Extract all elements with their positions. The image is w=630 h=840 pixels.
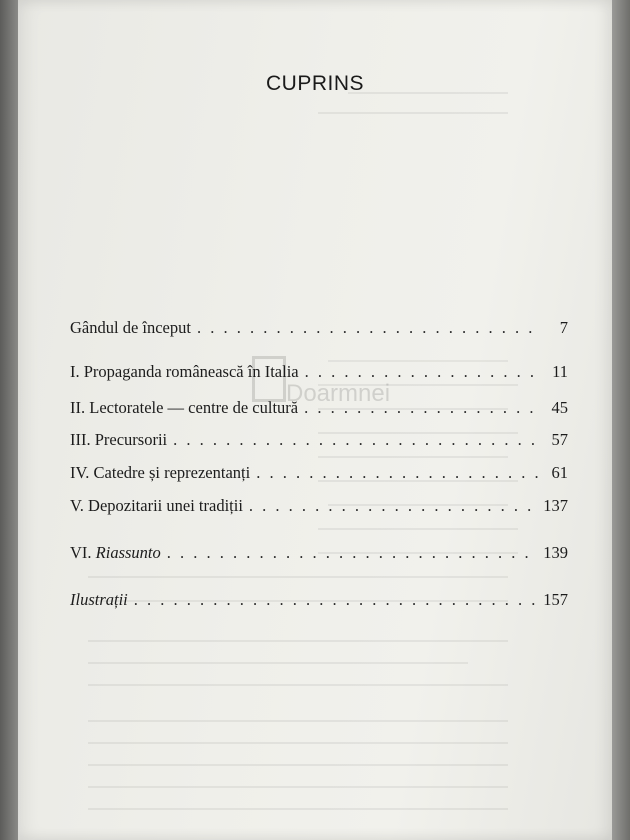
toc-entry-gandul[interactable] — [70, 318, 568, 340]
toc-leader-dots — [167, 543, 538, 563]
toc-entry-label: II. Lectoratele — centre de cultură — [70, 398, 299, 417]
toc-page-number: 7 — [559, 318, 568, 337]
toc-leader-dots — [256, 463, 538, 483]
toc-entry-label — [70, 543, 161, 563]
toc-entry-chapter-5[interactable] — [70, 496, 568, 518]
toc-entry-label: IV. Catedre și reprezentanți — [70, 463, 251, 482]
toc-leader-dots — [305, 362, 538, 382]
toc-leader-dots — [173, 430, 538, 450]
toc-entry-chapter-6[interactable] — [70, 543, 568, 565]
toc-entry-label: Ilustrații — [70, 590, 128, 609]
toc-entry-italic-title: Riassunto — [95, 543, 161, 562]
toc-page-number: 45 — [551, 398, 568, 417]
toc-page-number: 61 — [551, 463, 568, 482]
book-edge-shadow — [612, 0, 630, 840]
toc-leader-dots — [134, 590, 538, 610]
toc-entry-label: I. Propaganda românească în Italia — [70, 362, 299, 381]
toc-page-number: 57 — [551, 430, 568, 449]
toc-leader-dots — [197, 318, 538, 338]
toc-entry-chapter-4[interactable] — [70, 463, 568, 485]
toc-entry-chapter-1[interactable] — [70, 362, 568, 384]
toc-entry-label: V. Depozitarii unei tradiții — [70, 496, 243, 515]
book-spine-shadow — [0, 0, 18, 840]
toc-page-number: 137 — [543, 496, 568, 515]
show-through-text — [18, 0, 612, 840]
toc-leader-dots — [304, 398, 538, 418]
toc-entry-label: Gândul de început — [70, 318, 191, 337]
toc-leader-dots — [249, 496, 538, 516]
toc-entry-chapter-3[interactable] — [70, 430, 568, 452]
watermark-text: Doarmnei — [286, 380, 391, 407]
toc-page-number: 139 — [543, 543, 568, 562]
book-page — [18, 0, 612, 840]
toc-page-number: 157 — [543, 590, 568, 609]
toc-entry-label: III. Precursorii — [70, 430, 168, 449]
toc-page-number: 11 — [552, 362, 568, 381]
toc-entry-chapter-2[interactable] — [70, 398, 568, 420]
page-title: CUPRINS — [265, 72, 364, 95]
toc-entry-numeral: VI. — [70, 543, 96, 562]
toc-entry-ilustratii[interactable] — [70, 590, 568, 612]
